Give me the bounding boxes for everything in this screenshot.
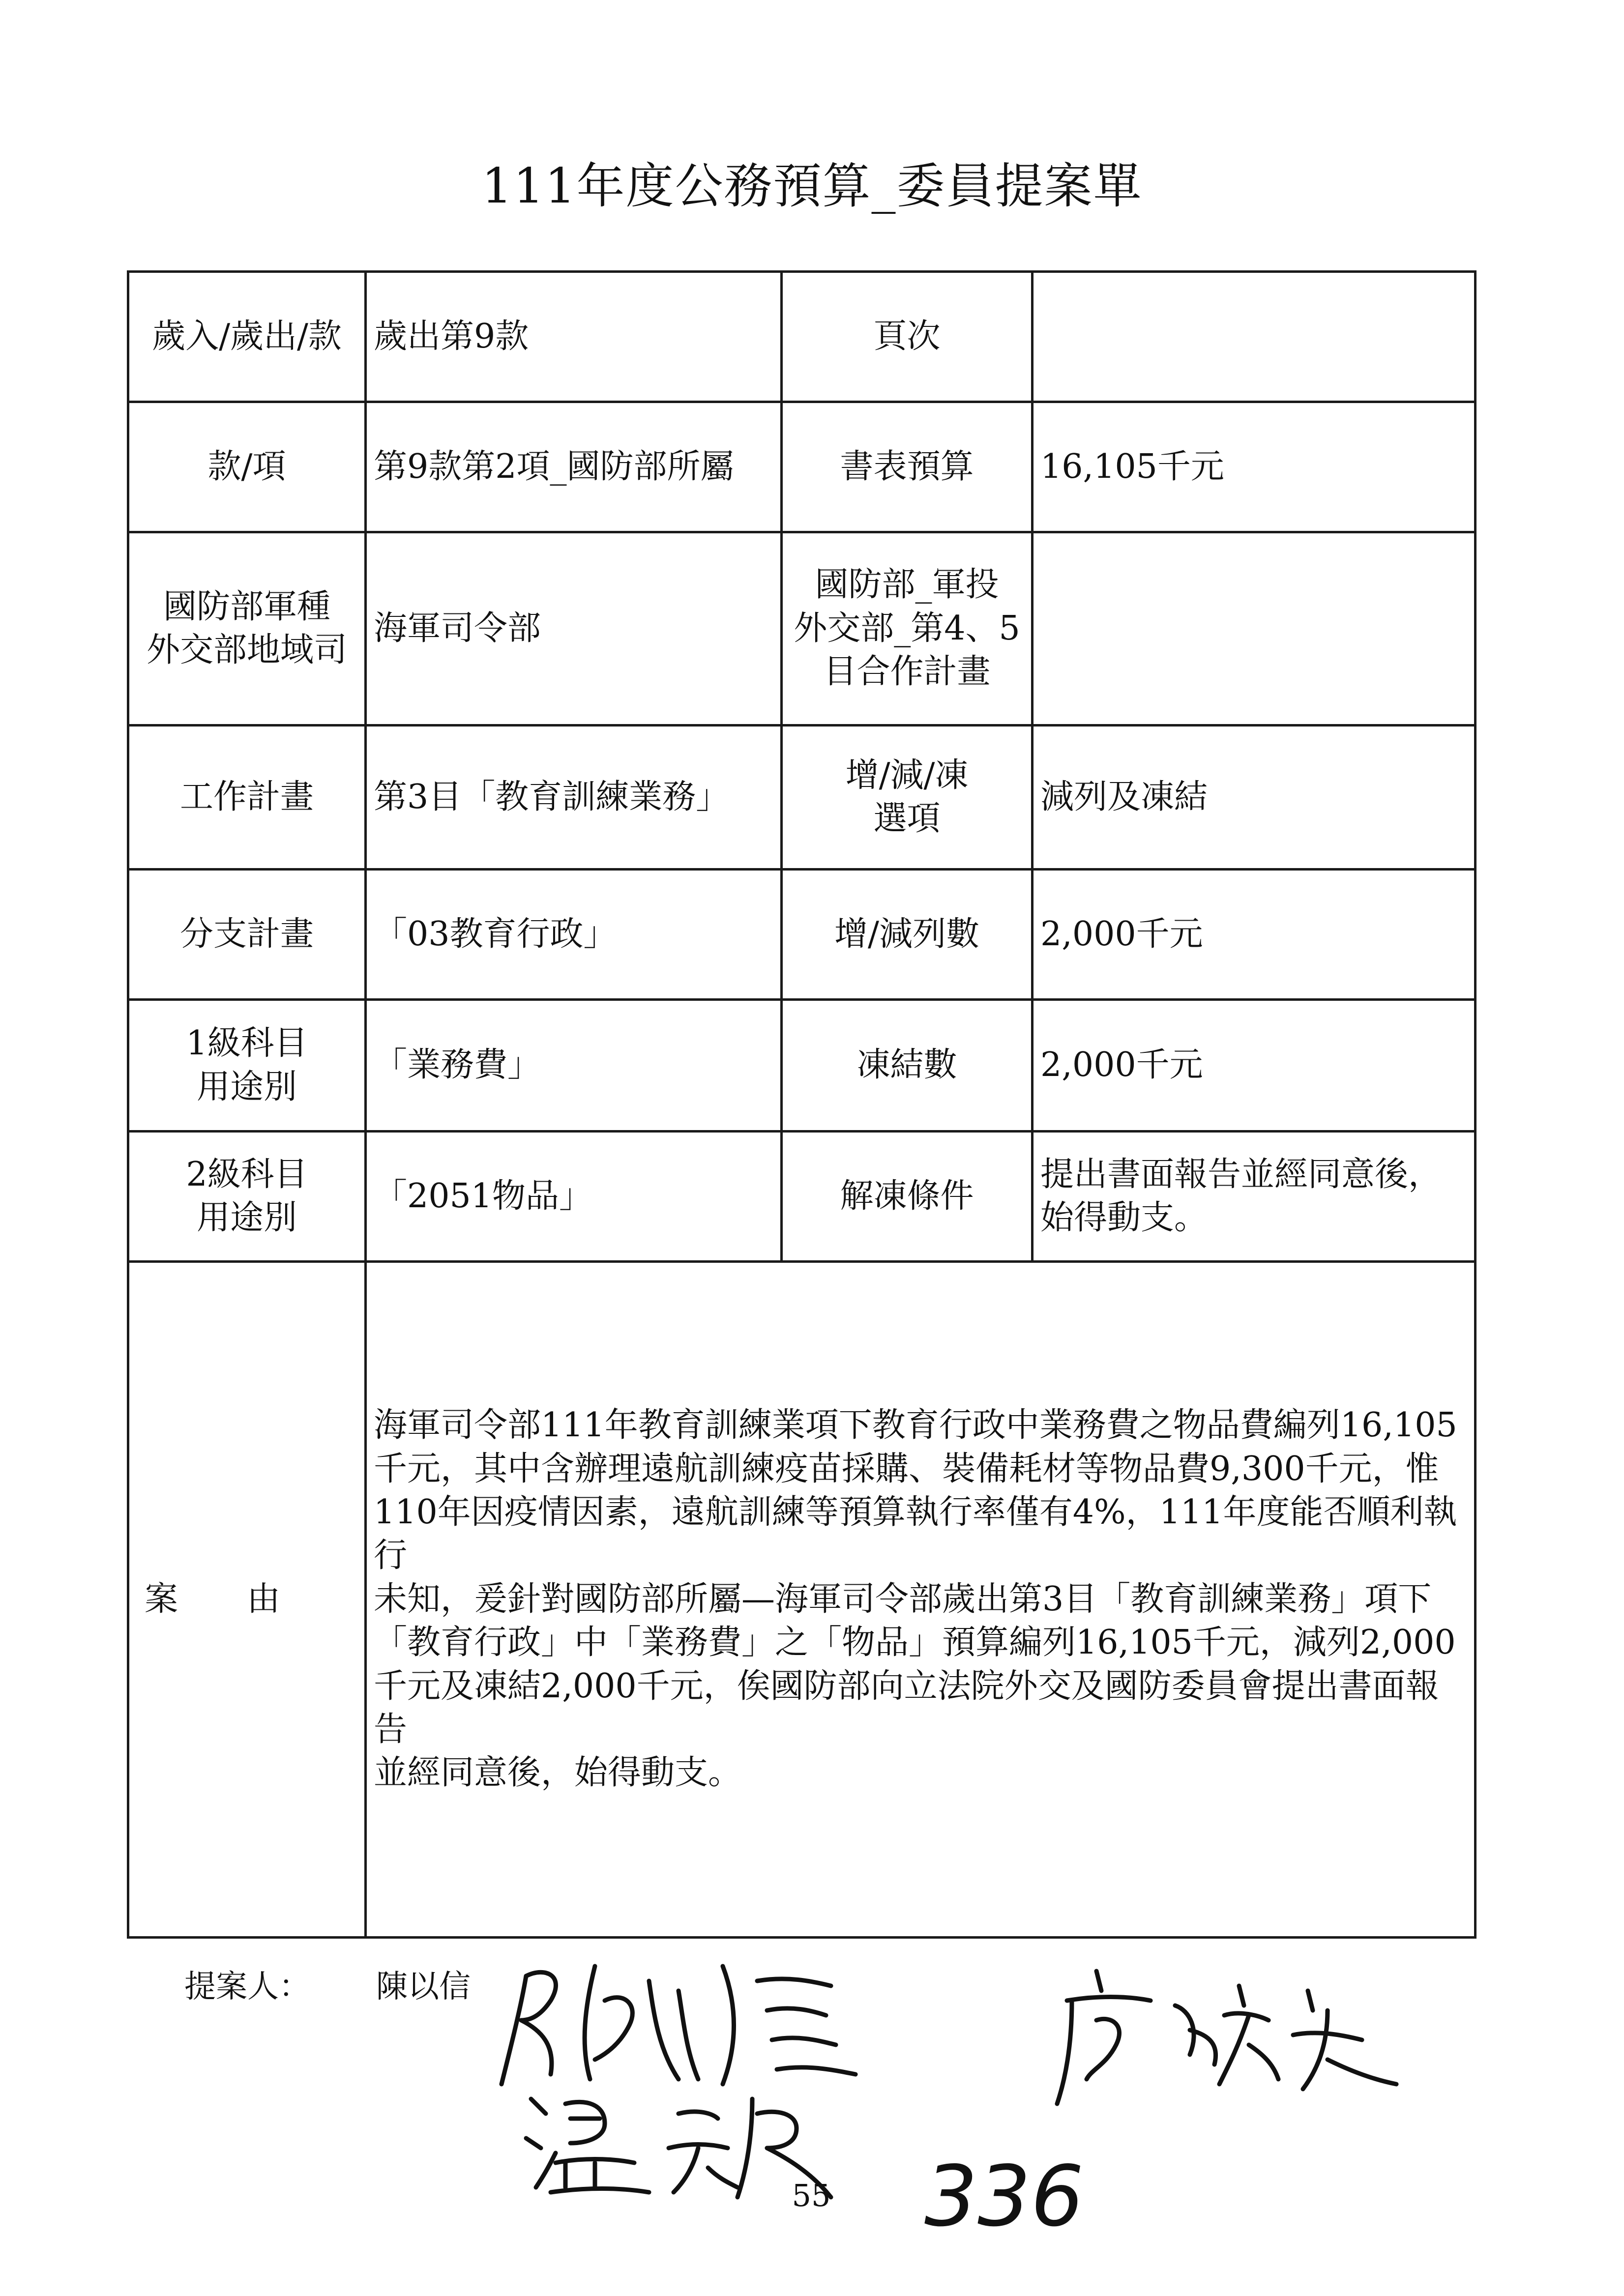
row-level2 [128, 1132, 1476, 1262]
label-category: 歲入/歲出/款 [128, 272, 366, 402]
signature-chen-yixin [492, 1947, 875, 2094]
value-option: 減列及凍結 [1033, 726, 1476, 870]
form-title: 111年度公務預算_委員提案單 [481, 158, 1143, 214]
value-budget: 16,105千元 [1033, 402, 1476, 532]
proposer-label: 提案人： [184, 1969, 310, 2005]
row-reason [128, 1262, 1476, 1938]
signature-liao-wanru [1052, 1961, 1406, 2109]
value-category: 歲出第9款 [366, 272, 782, 402]
reason-line: 「教育行政」中「業務費」之「物品」預算編列16,105千元，減列2,000 [374, 1623, 1456, 1662]
label-unfreeze: 解凍條件 [782, 1132, 1033, 1262]
label-coop-line3: 目合作計畫 [823, 652, 991, 692]
label-level2 [128, 1132, 366, 1262]
label-page: 頁次 [782, 272, 1033, 402]
label-reduction: 增/減列數 [782, 870, 1033, 1000]
proposer-name: 陳以信 [376, 1969, 471, 2005]
reason-line: 千元，其中含辦理遠航訓練疫苗採購、裝備耗材等物品費9,300千元，惟 [374, 1449, 1439, 1488]
proposal-form-table [127, 270, 1476, 1939]
value-freeze: 2,000千元 [1033, 1000, 1476, 1132]
reason-line: 並經同意後，始得動支。 [374, 1753, 742, 1793]
row-branch-plan [128, 870, 1476, 1000]
label-reason [128, 1262, 366, 1938]
label-budget: 書表預算 [782, 402, 1033, 532]
label-freeze: 凍結數 [782, 1000, 1033, 1132]
reason-line: 海軍司令部111年教育訓練業項下教育行政中業務費之物品費編列16,105 [374, 1406, 1457, 1445]
reason-line: 110年因疫情因素，遠航訓練等預算執行率僅有4%，111年度能否順利執行 [374, 1493, 1457, 1575]
row-work-plan [128, 726, 1476, 870]
value-cooperation-plan [1033, 532, 1476, 726]
label-branch-line2: 外交部地域司 [146, 631, 347, 669]
row-category [128, 272, 1476, 402]
label-branch-line1: 國防部軍種 [163, 587, 330, 626]
value-page [1033, 272, 1476, 402]
label-level2-line2: 用途別 [196, 1198, 297, 1237]
value-item: 第9款第2項_國防部所屬 [366, 402, 782, 532]
value-level1: 「業務費」 [366, 1000, 782, 1132]
value-work-plan: 第3目「教育訓練業務」 [366, 726, 782, 870]
label-option-line1: 增/減/凍 [845, 756, 969, 795]
label-branch-plan: 分支計畫 [128, 870, 366, 1000]
reason-text [366, 1262, 1476, 1938]
value-branch-plan: 「03教育行政」 [366, 870, 782, 1000]
label-item: 款/項 [128, 402, 366, 532]
reason-line: 千元及凍結2,000千元，俟國防部向立法院外交及國防委員會提出書面報告 [374, 1666, 1439, 1749]
row-branch [128, 532, 1476, 726]
label-coop-line2: 外交部_第4、5 [794, 609, 1020, 648]
value-unfreeze [1033, 1132, 1476, 1262]
label-level1-line1: 1級科目 [186, 1024, 308, 1063]
label-option-line2: 選項 [873, 799, 941, 838]
row-level1 [128, 1000, 1476, 1132]
row-item [128, 402, 1476, 532]
reason-line: 未知，爰針對國防部所屬—海軍司令部歲出第3目「教育訓練業務」項下 [374, 1579, 1432, 1619]
label-level2-line1: 2級科目 [186, 1155, 308, 1194]
value-level2: 「2051物品」 [366, 1132, 782, 1262]
label-branch [128, 532, 366, 726]
value-reduction: 2,000千元 [1033, 870, 1476, 1000]
label-work-plan: 工作計畫 [128, 726, 366, 870]
value-branch: 海軍司令部 [366, 532, 782, 726]
handwritten-number: 336 [924, 2148, 1084, 2245]
label-level1 [128, 1000, 366, 1132]
label-cooperation-plan [782, 532, 1033, 726]
label-option [782, 726, 1033, 870]
reason-label-text: 案由 [144, 1579, 349, 1619]
label-coop-line1: 國防部_軍投 [815, 565, 999, 605]
value-unfreeze-line2: 始得動支。 [1040, 1198, 1208, 1237]
value-unfreeze-line1: 提出書面報告並經同意後， [1040, 1155, 1442, 1194]
page-number: 55 [792, 2178, 831, 2213]
label-level1-line2: 用途別 [196, 1067, 297, 1106]
